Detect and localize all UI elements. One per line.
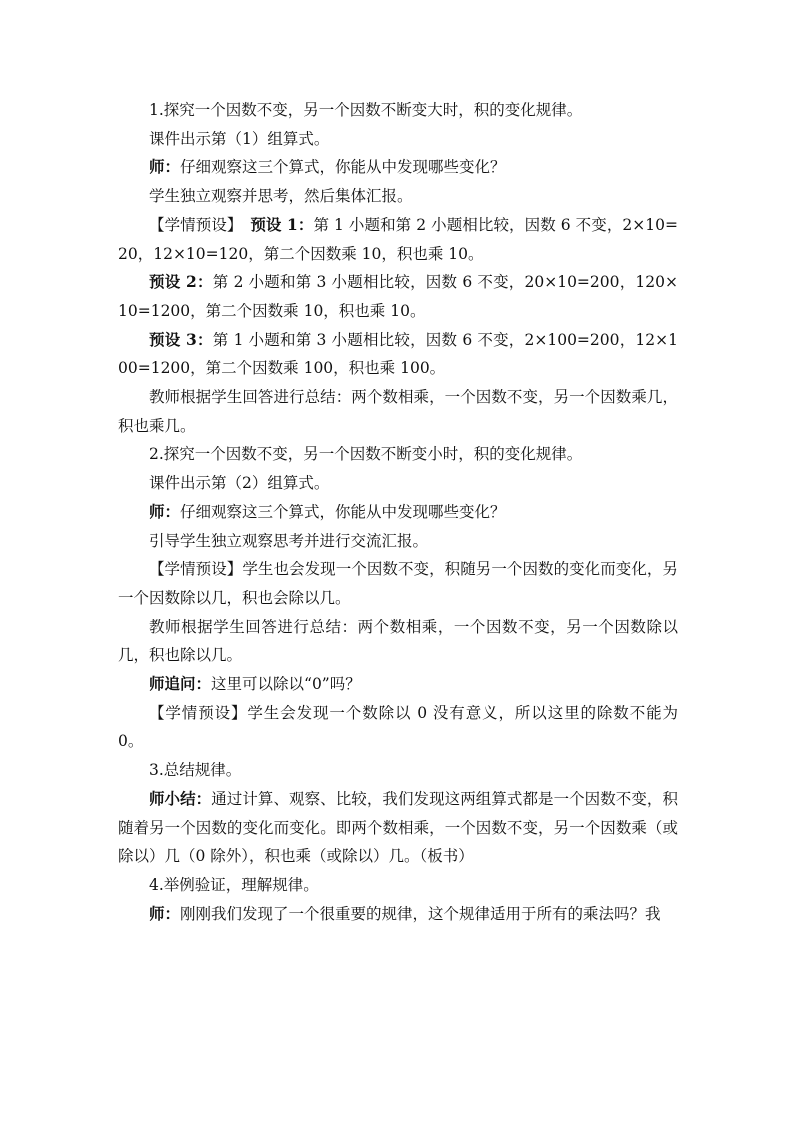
paragraph-15: 师追问：这里可以除以“0”吗？ [149, 674, 361, 694]
paragraph-19: 4.举例验证，理解规律。 [149, 875, 319, 894]
preset-label: 预设 1： [250, 214, 314, 234]
paragraph-16: 【学情预设】学生会发现一个数除以 0 没有意义，所以这里的除数不能为 0。 [118, 703, 678, 751]
paragraph-8: 教师根据学生回答进行总结：两个数相乘，一个因数不变，另一个因数乘几，积也乘几。 [118, 388, 678, 435]
document-body [118, 96, 678, 928]
paragraph-14: 教师根据学生回答进行总结：两个数相乘，一个因数不变，另一个因数除以几，积也除以几。 [118, 617, 678, 665]
paragraph-12: 引导学生独立观察思考并进行交流汇报。 [149, 531, 429, 550]
paragraph-20: 师：刚刚我们发现了一个很重要的规律，这个规律适用于所有的乘法吗？我 [149, 903, 661, 923]
paragraph-7: 预设 3：第 1 小题和第 3 小题相比较，因数 6 不变，2×100=200，12×100=1200，第二个因数乘 100，积也乘 100。 [118, 329, 678, 378]
paragraph-13: 【学情预设】学生也会发现一个因数不变，积随另一个因数的变化而变化，另一个因数除以几，积也会除以几。 [118, 560, 678, 607]
paragraph-3: 师：仔细观察这三个算式，你能从中发现哪些变化？ [149, 157, 506, 177]
paragraph-18: 师小结：通过计算、观察、比较，我们发现这两组算式都是一个因数不变，积随着另一个因数的变化而变化。即两个数相乘，一个因数不变，另一个因数乘（或除以）几（0 除外），积也乘（或除以）几。（板书） [118, 788, 678, 866]
paragraph-9: 2.探究一个因数不变，另一个因数不断变小时，积的变化规律。 [149, 445, 583, 464]
paragraph-1: 1.探究一个因数不变，另一个因数不断变大时，积的变化规律。 [149, 101, 583, 119]
paragraph-11: 师：仔细观察这三个算式，你能从中发现哪些变化？ [149, 501, 506, 521]
paragraph-2: 课件出示第（1）组算式。 [149, 129, 330, 148]
paragraph-17: 3.总结规律。 [149, 761, 242, 780]
paragraph-10: 课件出示第（2）组算式。 [149, 474, 330, 493]
paragraph-4: 学生独立观察并思考，然后集体汇报。 [149, 187, 413, 206]
preset-tag: 【学情预设】 [149, 215, 251, 234]
paragraph-6: 预设 2：第 2 小题和第 3 小题相比较，因数 6 不变，20×10=200，120×10=1200，第二个因数乘 10，积也乘 10。 [118, 272, 678, 320]
paragraph-5 [118, 211, 678, 268]
preset-text: 第 1 小题和第 2 小题相比较，因数 6 不变，2×10=20，12×10=120，第二个因数乘 10，积也乘 10。 [118, 215, 678, 263]
